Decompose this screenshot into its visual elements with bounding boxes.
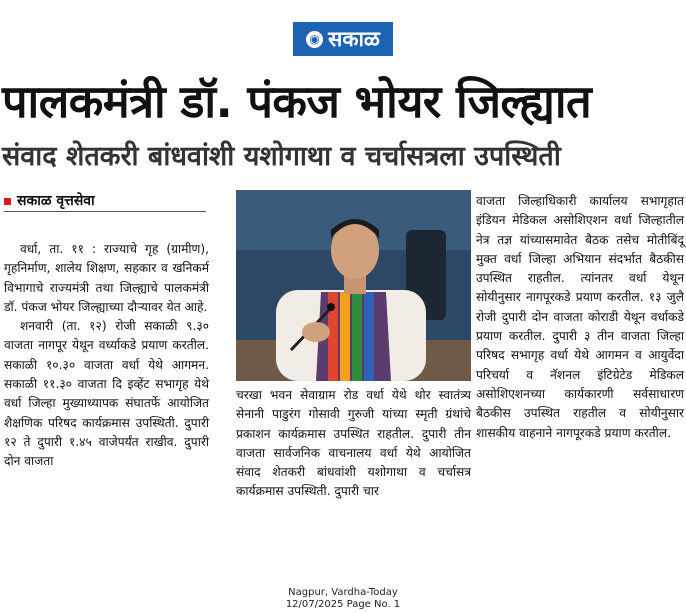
paragraph-1: वर्धा, ता. ११ : राज्याचे गृह (ग्रामीण), गृहनिर्माण, शालेय शिक्षण, सहकार व खनिकर्म विभागाचे राज्यमंत्री तथा जिल्ह्याचे पालकमंत्री डॉ. पंकज भोयर जिल्ह्याच्या दौऱ्यावर येत आहे. <box>4 242 209 314</box>
logo-text: सकाळ <box>328 27 380 51</box>
minister-photo <box>236 190 471 381</box>
byline-text: सकाळ वृत्तसेवा <box>17 193 95 209</box>
headline: पालकमंत्री डॉ. पंकज भोयर जिल्ह्यात <box>2 75 592 128</box>
red-square-icon <box>4 198 11 205</box>
subheadline: संवाद शेतकरी बांधवांशी यशोगाथा व चर्चासत्रला उपस्थिती <box>2 141 561 172</box>
minister-photo-illustration <box>236 190 471 381</box>
paragraph-3: चरखा भवन सेवाग्राम रोड वर्धा येथे थोर स्वातंत्र्य सेनानी पाडुरंग गोसावी गुरुजी यांच्या स्मृती ग्रंथांचे प्रकाशन कार्यक्रमास उपस्थित राहतील. दुपारी तीन वाजता सार्वजनिक वाचनालय वर्धा येथे आयोजित संवाद शेतकरी बांधवांशी यशोगाथा व चर्चासत्र कार्यक्रमास उपस्थिती. दुपारी चार <box>236 388 471 499</box>
footer-edition: Nagpur, Vardha-Today <box>288 587 398 598</box>
paragraph-2: शनवारी (ता. १२) रोजी सकाळी ९.३० वाजता नागपूर येथून वर्ध्याकडे प्रयाण करतील. सकाळी १०.३० वाजता वर्धा येथे आगमन. सकाळी ११.३० वाजता दि इव्हेंट सभागृह येथे वर्धा जिल्हा मुख्याध्यापक संघातर्फे आयोजित शैक्षणिक परिषद कार्यक्रमास उपस्थिती. दुपारी १२ ते दुपारी १.४५ वाजेपर्यंत राखीव. दुपारी दोन वाजता <box>4 319 209 469</box>
article-column-2 <box>236 386 471 502</box>
article-column-1 <box>4 240 209 472</box>
byline <box>4 191 206 212</box>
sakal-emblem-icon: ◉ <box>306 31 323 48</box>
sakal-logo <box>293 22 393 56</box>
paragraph-4: वाजता जिल्हाधिकारी कार्यालय सभागृहात इंडियन मेडिकल असोशिएशन वर्धा जिल्हातील नेत्र तज्ञ यांच्यासमावेत बैठक तसेच मोतीबिंदू मुक्त वर्धा जिल्हा अभियान संदर्भात बैठकीस उपस्थित राहतील. त्यांनतर वर्धा येथून सोयीनुसार नागपूरकडे प्रयाण करतील. १३ जुलै रोजी दुपारी दोन वाजता कोराडी येथून वर्धाकडे प्रयाण करतील. दुपारी ३ तीन वाजता जिल्हा परिषद सभागृह वर्धा येथे आगमन व आयुर्वेदा परिचर्या व नॅशनल इंटिग्रेटेड मेडिकल असोशिएशनच्या कार्यकारणी सर्वसाधारण बैठकीस उपस्थित राहतील व सोयीनुसार शासकीय वाहनाने नागपूरकडे प्रयाण करतील. <box>476 194 684 440</box>
article-column-3 <box>476 192 684 443</box>
footer-dateline: 12/07/2025 Page No. 1 <box>285 599 401 610</box>
